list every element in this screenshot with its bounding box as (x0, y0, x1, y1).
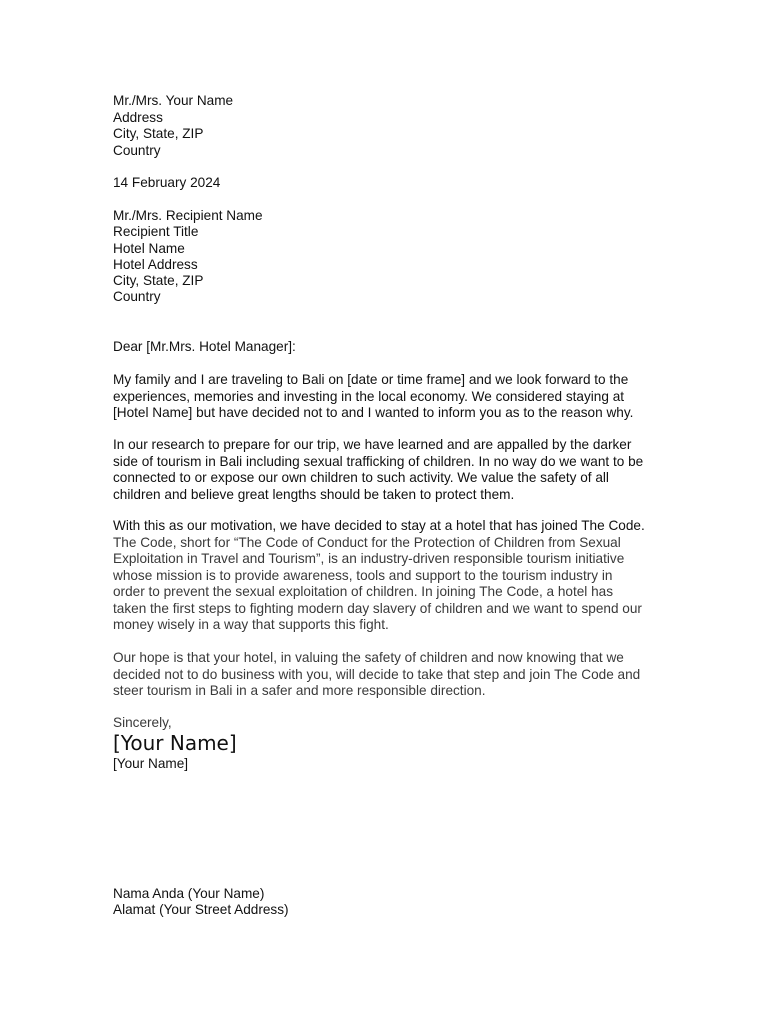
signature: [Your Name] (113, 731, 237, 755)
recipient-country: Country (113, 289, 161, 304)
recipient-hotel-name: Hotel Name (113, 241, 185, 256)
paragraph-line: children and believe great lengths should be taken to protect them. (113, 486, 515, 502)
sender-city-state-zip: City, State, ZIP (113, 126, 204, 141)
paragraph-line: [Hotel Name] but have decided not to and I wanted to inform you as to the reason why. (113, 405, 634, 420)
paragraph-line: With this as our motivation, we have decided to stay at a hotel that has joined The Code. (113, 518, 645, 533)
recipient-title: Recipient Title (113, 224, 199, 239)
footer-line-address: Alamat (Your Street Address) (113, 902, 289, 917)
recipient-name: Mr./Mrs. Recipient Name (113, 208, 263, 223)
printed-name: [Your Name] (113, 756, 189, 771)
paragraph-4 (113, 650, 673, 700)
paragraph-line: The Code, short for “The Code of Conduct for the Protection of Children from Sexual (113, 534, 621, 550)
sender-country: Country (113, 143, 161, 158)
paragraph-line: side of tourism in Bali including sexual trafficking of children. In no way do we want to be (113, 453, 644, 469)
recipient-city-state-zip: City, State, ZIP (113, 273, 204, 288)
salutation: Dear [Mr.Mrs. Hotel Manager]: (113, 339, 296, 354)
paragraph-line: Our hope is that your hotel, in valuing the safety of children and now knowing that we (113, 650, 624, 665)
footer-line-name: Nama Anda (Your Name) (113, 886, 265, 901)
paragraph-line: whose mission is to provide awareness, tools and support to the tourism industry in (113, 567, 613, 583)
paragraph-line: connected to or expose our own children to such activity. We value the safety of all (113, 470, 609, 485)
paragraph-2 (113, 437, 673, 503)
paragraph-line: In our research to prepare for our trip, we have learned and are appalled by the darker (113, 437, 632, 452)
paragraph-line: money wisely in a way that supports this fight. (113, 617, 389, 632)
closing: Sincerely, (113, 715, 172, 730)
paragraph-3 (113, 518, 673, 634)
sender-address: Address (113, 110, 163, 125)
sender-name: Mr./Mrs. Your Name (113, 93, 234, 108)
paragraph-1 (113, 372, 673, 422)
paragraph-line: steer tourism in Bali in a safer and more responsible direction. (113, 683, 486, 698)
letter-date: 14 February 2024 (113, 175, 221, 190)
recipient-hotel-address: Hotel Address (113, 257, 198, 272)
paragraph-line: decided not to do business with you, will decide to take that step and join The Code and (113, 666, 641, 682)
paragraph-line: experiences, memories and investing in the local economy. We considered staying at (113, 388, 625, 404)
paragraph-line: taken the first steps to fighting modern day slavery of children and we want to spend our (113, 600, 642, 616)
paragraph-line: My family and I are traveling to Bali on [date or time frame] and we look forward to the (113, 372, 629, 387)
paragraph-line: order to prevent the sexual exploitation of children. In joining The Code, a hotel has (113, 584, 614, 599)
paragraph-line: Exploitation in Travel and Tourism”, is an industry-driven responsible tourism initiative (113, 551, 625, 566)
